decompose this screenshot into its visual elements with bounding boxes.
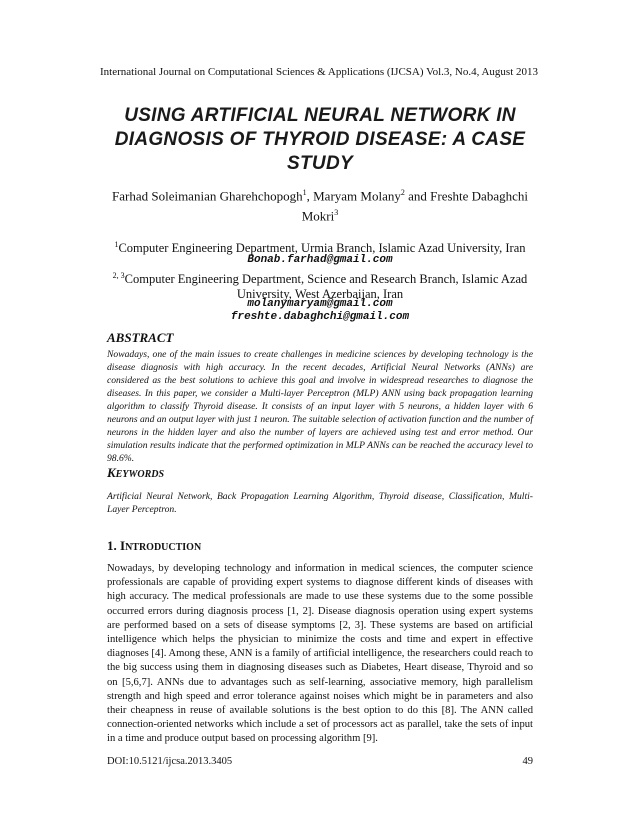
email-1: Bonab.farhad@gmail.com (247, 254, 393, 266)
keywords-heading-rest: EYWORDS (115, 469, 165, 480)
keywords-text: Artificial Neural Network, Back Propagation Learning Algorithm, Thyroid disease, Classification, Multi-Layer Perceptron. (107, 491, 533, 515)
author-3: Freshte Dabaghchi Mokri (301, 188, 528, 224)
abstract-text: Nowadays, one of the main issues to create challenges in medicine sciences by developing technology is the disease diagnosis with high accuracy. In the recent decades, Artificial Neural Networks (ANNs) are considered as the best solutions to achieve this goal and involve in widespread researches to diagnose the diseases. In this paper, we consider a Multi-layer Perceptron (MLP) ANN using back propagation learning algorithm to classify Thyroid disease. It consists of an input layer with 5 neurons, a hidden layer with 6 neurons and an output layer with just 1 neuron. The suitable selection of activation function and the number of neurons in the hidden layer and also the number of layers are achieved using test and error method. Our simulation results indicate that the performed optimization in MLP ANNs can be reached the accuracy level to 98.6%. (107, 349, 533, 464)
author-2-sup: 2 (400, 188, 405, 197)
affiliation-1-sup: 1 (114, 240, 119, 249)
introduction-heading (107, 538, 201, 554)
affiliation-2-line-2: University, West Azerbaijan, Iran (236, 287, 404, 302)
journal-header: International Journal on Computational Sciences & Applications (IJCSA) Vol.3, No.4, August 2013 (99, 66, 539, 78)
title-line-1: USING ARTIFICIAL NEURAL NETWORK IN (124, 105, 516, 126)
email-3: freshte.dabaghchi@gmail.com (230, 311, 410, 323)
page-number: 49 (522, 756, 533, 767)
affiliation-2-sup: 2, 3 (112, 271, 125, 280)
author-3-sup: 3 (334, 208, 339, 218)
author-list (100, 184, 540, 225)
title-line-3: STUDY (287, 153, 353, 174)
keywords-heading (107, 465, 164, 481)
introduction-heading-initial: I (120, 538, 126, 553)
author-separator: and (404, 188, 431, 204)
author-separator: , (306, 188, 314, 204)
affiliation-2-line-1: Computer Engineering Department, Science and Research Branch, Islamic Azad (124, 272, 528, 287)
title-line-2: DIAGNOSIS OF THYROID DISEASE: A CASE (114, 129, 526, 150)
author-1-sup: 1 (302, 188, 307, 197)
doi: DOI:10.5121/ijcsa.2013.3405 (107, 756, 233, 767)
introduction-heading-rest: NTRODUCTION (125, 542, 202, 553)
author-1: Farhad Soleimanian Gharehchopogh (112, 188, 303, 204)
paper-title (110, 104, 530, 176)
keywords-heading-initial: K (107, 465, 116, 480)
author-2: Maryam Molany (313, 188, 401, 204)
email-2: molanymaryam@gmail.com (247, 298, 393, 310)
affiliation-1-text: Computer Engineering Department, Urmia Branch, Islamic Azad University, Iran (118, 241, 526, 256)
introduction-text: Nowadays, by developing technology and information in medical sciences, the computer science professionals are capable of providing expert systems to diagnose different kinds of diseases with high accuracy. The medical professionals are made to use these systems due to the some possible occurred errors during diagnosis process [1, 2]. Disease diagnosis operation using expert systems are performed based on a sets of disease symptoms [2, 3]. These systems are based on artificial intelligence which helps the physician to minimize the costs and time and expert in effective diagnoses [4]. Among these, ANN is a family of artificial intelligence, the researchers could reach to the big success using them in diagnosing diseases such as Diabetes, Heart disease, Thyroid and so on [5,6,7]. ANNs due to advantages such as self-learning, associative memory, high parallelism strength and high speed and error tolerance against noises which might be in parameters and also their cheapness in reuse of available solutions is the best option to do this [8]. The ANN called connection-oriented networks which include a set of processors act as parallel, take the sets of input in a time and produce output based on processing algorithm [9]. (107, 563, 533, 745)
abstract-heading: ABSTRACT (107, 330, 174, 345)
section-number: 1. (107, 538, 120, 553)
